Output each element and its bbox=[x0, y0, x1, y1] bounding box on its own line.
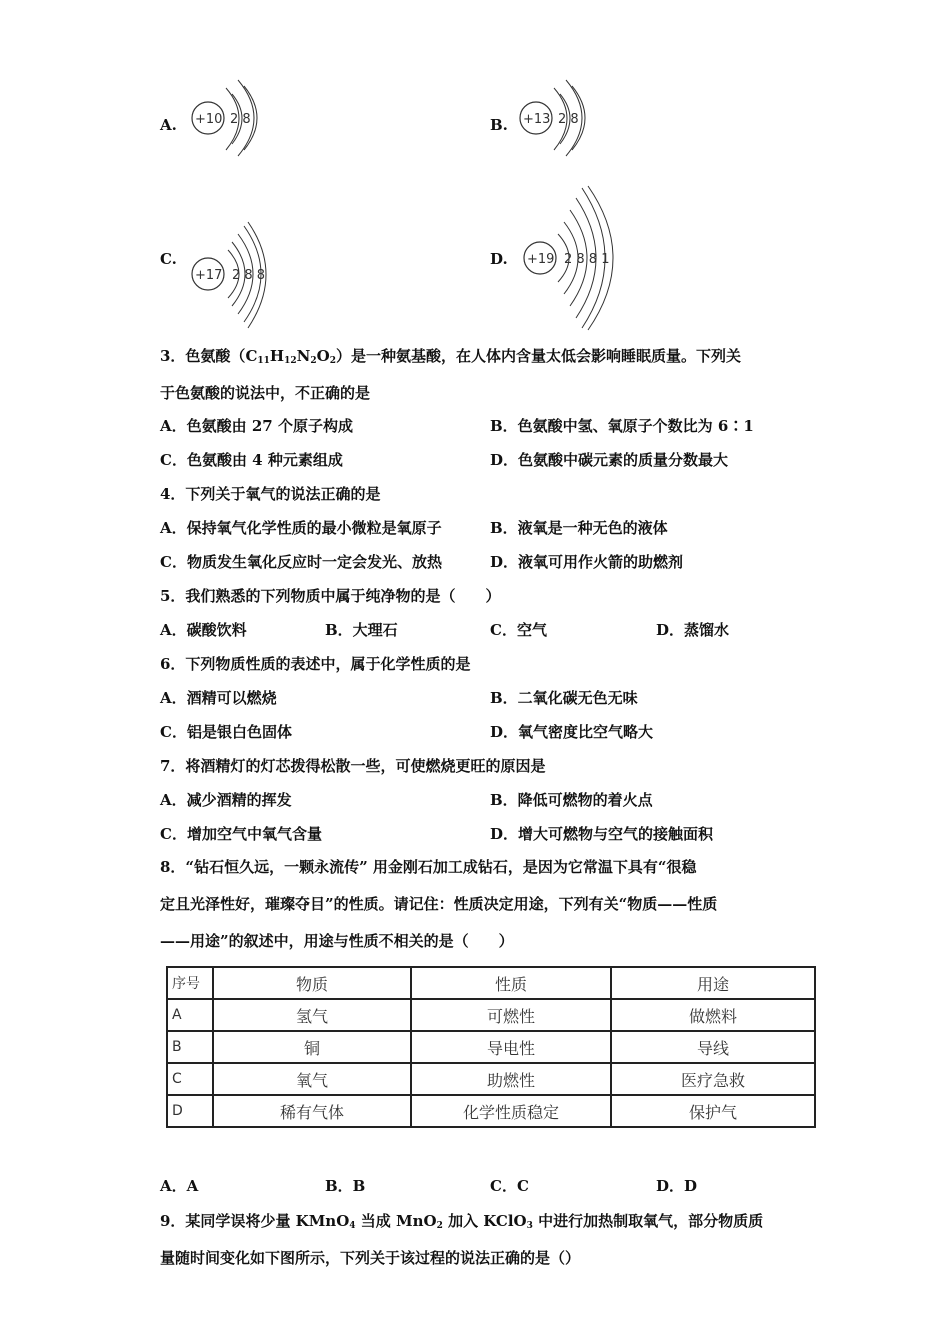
nucleus-label: +13 bbox=[523, 112, 551, 127]
q4-stem: 4．下列关于氧气的说法正确的是 bbox=[160, 485, 381, 503]
q4-option-b: B．液氧是一种无色的液体 bbox=[490, 519, 668, 537]
shell-electrons: 2 8 8 bbox=[232, 268, 266, 283]
q8-stem-line3: ——用途”的叙述中，用途与性质不相关的是（ ） bbox=[160, 932, 514, 950]
shell-electrons: 2 8 bbox=[558, 112, 579, 127]
table-cell: D bbox=[167, 1095, 213, 1127]
table-cell: 氧气 bbox=[213, 1063, 411, 1095]
atom-diagram-c bbox=[190, 222, 280, 336]
nucleus-label: +19 bbox=[527, 252, 555, 267]
q3-option-c: C．色氨酸由 4 种元素组成 bbox=[160, 451, 343, 469]
q8-option-d: D．D bbox=[656, 1177, 698, 1195]
table-cell: 化学性质稳定 bbox=[411, 1095, 611, 1127]
table-cell: 氢气 bbox=[213, 999, 411, 1031]
table-cell: 铜 bbox=[213, 1031, 411, 1063]
q5-stem: 5．我们熟悉的下列物质中属于纯净物的是（ ） bbox=[160, 587, 501, 605]
header-cell: 性质 bbox=[411, 967, 611, 999]
q9-stem: 9．某同学误将少量 KMnO$_4$ 当成 MnO$_2$ 加入 KClO$_3$ 中进行加热制取氧气，部分物质质 bbox=[160, 1212, 764, 1231]
option-c-label: C. bbox=[160, 250, 177, 268]
shell-electrons: 2 8 8 1 bbox=[564, 252, 610, 267]
q6-option-d: D．氧气密度比空气略大 bbox=[490, 723, 654, 741]
q3-option-b: B．色氨酸中氢、氧原子个数比为 6∶1 bbox=[490, 417, 754, 435]
q8-stem-line1: 8．“钻石恒久远，一颗永流传” 用金刚石加工成钻石，是因为它常温下具有“很稳 bbox=[160, 858, 697, 876]
table-cell: 导线 bbox=[611, 1031, 815, 1063]
header-cell: 用途 bbox=[611, 967, 815, 999]
q9-stem-cont: 量随时间变化如下图所示，下列关于该过程的说法正确的是（） bbox=[160, 1249, 581, 1267]
nucleus-label: +10 bbox=[195, 112, 223, 127]
q8-option-a: A．A bbox=[160, 1177, 199, 1195]
table-cell: 助燃性 bbox=[411, 1063, 611, 1095]
q4-option-d: D．液氧可用作火箭的助燃剂 bbox=[490, 553, 684, 571]
q8-option-b: B．B bbox=[325, 1177, 366, 1195]
q6-option-b: B．二氧化碳无色无味 bbox=[490, 689, 638, 707]
q6-option-c: C．铝是银白色固体 bbox=[160, 723, 292, 741]
table-cell: A bbox=[167, 999, 213, 1031]
q7-option-a: A．减少酒精的挥发 bbox=[160, 791, 292, 809]
q5-option-c: C．空气 bbox=[490, 621, 547, 639]
q3-stem-cont: 于色氨酸的说法中，不正确的是 bbox=[160, 384, 371, 402]
option-b-label: B. bbox=[490, 116, 508, 134]
header-cell: 物质 bbox=[213, 967, 411, 999]
table-cell: 稀有气体 bbox=[213, 1095, 411, 1127]
table-cell: 保护气 bbox=[611, 1095, 815, 1127]
option-d-label: D. bbox=[490, 250, 508, 268]
q8-option-c: C．C bbox=[490, 1177, 529, 1195]
q4-option-a: A．保持氧气化学性质的最小微粒是氧原子 bbox=[160, 519, 442, 537]
q5-option-b: B．大理石 bbox=[325, 621, 398, 639]
q5-option-d: D．蒸馏水 bbox=[656, 621, 730, 639]
q7-stem: 7．将酒精灯的灯芯拨得松散一些，可使燃烧更旺的原因是 bbox=[160, 757, 546, 775]
table-cell: 做燃料 bbox=[611, 999, 815, 1031]
atom-diagram-d bbox=[522, 186, 642, 335]
table-cell: 医疗急救 bbox=[611, 1063, 815, 1095]
q3-option-a: A．色氨酸由 27 个原子构成 bbox=[160, 417, 353, 435]
atom-diagram-a bbox=[190, 80, 270, 164]
q6-stem: 6．下列物质性质的表述中，属于化学性质的是 bbox=[160, 655, 471, 673]
table-cell: C bbox=[167, 1063, 213, 1095]
q7-option-c: C．增加空气中氧气含量 bbox=[160, 825, 322, 843]
q3-option-d: D．色氨酸中碳元素的质量分数最大 bbox=[490, 451, 729, 469]
table-row bbox=[167, 1063, 815, 1095]
table-row bbox=[167, 1095, 815, 1127]
shell-electrons: 2 8 bbox=[230, 112, 251, 127]
q4-option-c: C．物质发生氧化反应时一定会发光、放热 bbox=[160, 553, 442, 571]
table-header-row bbox=[167, 967, 815, 999]
option-a-label: A. bbox=[160, 116, 177, 134]
table-cell: 导电性 bbox=[411, 1031, 611, 1063]
q8-stem-line2: 定且光泽性好，璀璨夺目”的性质。请记住：性质决定用途，下列有关“物质——性质 bbox=[160, 895, 718, 913]
atom-diagram-b bbox=[518, 80, 598, 164]
table-cell: B bbox=[167, 1031, 213, 1063]
q7-option-d: D．增大可燃物与空气的接触面积 bbox=[490, 825, 714, 843]
q3-stem: 3．色氨酸$(C_{11}H_{12}N_2O_2)$是一种氨基酸，在人体内含量太低会影响睡眠质量。下列关 bbox=[160, 347, 741, 366]
header-cell: 序号 bbox=[167, 967, 213, 999]
q8-table bbox=[166, 966, 816, 1128]
table-row bbox=[167, 999, 815, 1031]
q7-option-b: B．降低可燃物的着火点 bbox=[490, 791, 653, 809]
q5-option-a: A．碳酸饮料 bbox=[160, 621, 247, 639]
nucleus-label: +17 bbox=[195, 268, 223, 283]
table-cell: 可燃性 bbox=[411, 999, 611, 1031]
q6-option-a: A．酒精可以燃烧 bbox=[160, 689, 277, 707]
table-row bbox=[167, 1031, 815, 1063]
